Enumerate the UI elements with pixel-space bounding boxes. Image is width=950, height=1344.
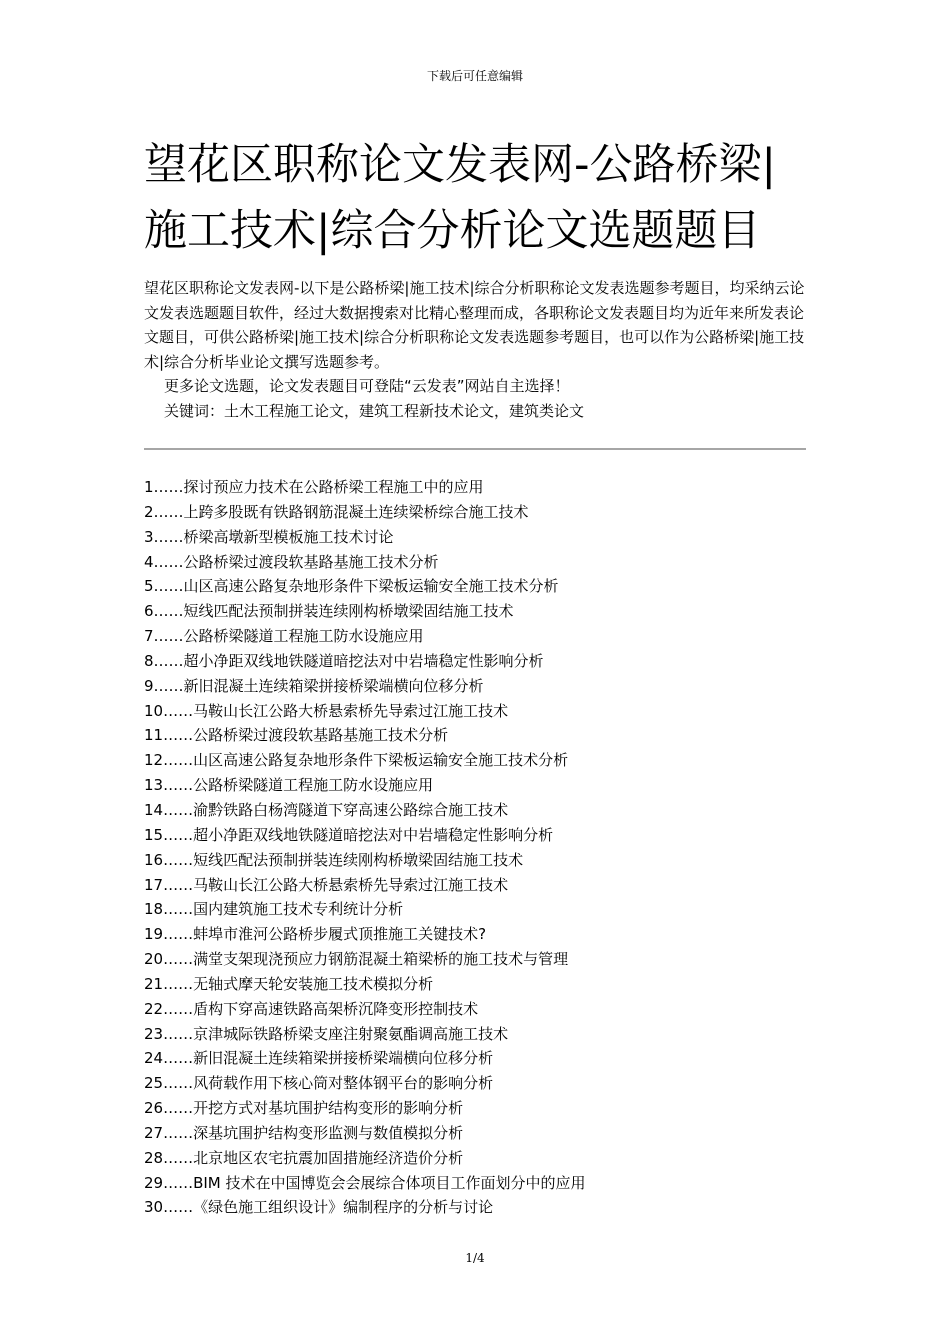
keywords-line: 关键词：土木工程施工论文，建筑工程新技术论文，建筑类论文 xyxy=(164,401,585,420)
header-note: 下载后可任意编辑 xyxy=(426,69,523,83)
topic-list-item: 15……超小净距双线地铁隧道暗挖法对中岩墙稳定性影响分析 xyxy=(144,825,554,844)
topic-list-item: 30……《绿色施工组织设计》编制程序的分析与讨论 xyxy=(144,1198,494,1217)
topic-list-item: 10……马鞍山长江公路大桥悬索桥先导索过江施工技术 xyxy=(144,701,509,720)
topic-list-item: 22……盾构下穿高速铁路高架桥沉降变形控制技术 xyxy=(144,999,479,1018)
topic-list-item: 21……无轴式摩天轮安装施工技术模拟分析 xyxy=(144,974,434,993)
page-title xyxy=(144,132,834,264)
topic-list-item: 24……新旧混凝土连续箱梁拼接桥梁端横向位移分析 xyxy=(144,1049,494,1068)
topic-list-item: 4……公路桥梁过渡段软基路基施工技术分析 xyxy=(144,552,439,571)
topic-list-item: 25……风荷载作用下核心筒对整体钢平台的影响分析 xyxy=(144,1074,494,1093)
topic-list-item: 2……上跨多股既有铁路钢筋混凝土连续梁桥综合施工技术 xyxy=(144,502,529,521)
topic-list-item: 18……国内建筑施工技术专利统计分析 xyxy=(144,900,404,919)
intro-section xyxy=(144,276,809,423)
topic-list-item: 12……山区高速公路复杂地形条件下梁板运输安全施工技术分析 xyxy=(144,751,569,770)
topic-list-item: 9……新旧混凝土连续箱梁拼接桥梁端横向位移分析 xyxy=(144,676,484,695)
topic-list-item: 26……开挖方式对基坑围护结构变形的影响分析 xyxy=(144,1099,464,1118)
topic-list-item: 6……短线匹配法预制拼装连续刚构桥墩梁固结施工技术 xyxy=(144,602,514,621)
topic-list-item: 7……公路桥梁隧道工程施工防水设施应用 xyxy=(144,627,424,646)
topic-list-item: 11……公路桥梁过渡段软基路基施工技术分析 xyxy=(144,726,449,745)
topic-list-item: 19……蚌埠市淮河公路桥步履式顶推施工关键技术? xyxy=(144,925,487,944)
topic-list-item: 17……马鞍山长江公路大桥悬索桥先导索过江施工技术 xyxy=(144,875,509,894)
topic-list-item: 3……桥梁高墩新型模板施工技术讨论 xyxy=(144,527,394,546)
page-number: 1/4 xyxy=(465,1251,485,1265)
section-divider xyxy=(144,448,806,450)
page-title-line-2: 施工技术|综合分析论文选题题目 xyxy=(144,206,761,256)
topic-list xyxy=(144,475,806,1220)
topic-list-item: 5……山区高速公路复杂地形条件下梁板运输安全施工技术分析 xyxy=(144,577,559,596)
intro-paragraph: 望花区职称论文发表网-以下是公路桥梁|施工技术|综合分析职称论文发表选题参考题目，均采纳云论文发表选题题目软件，经过大数据搜索对比精心整理而成，各职称论文发表题目均为近年来所发表论文题目，可供公路桥梁|施工技术|综合分析职称论文发表选题参考题目，也可以作为公路桥梁|施工技术|综合分析毕业论文撰写选题参考。 xyxy=(144,279,805,371)
topic-list-item: 1……探讨预应力技术在公路桥梁工程施工中的应用 xyxy=(144,478,484,496)
topic-list-item: 29……BIM 技术在中国博览会会展综合体项目工作面划分中的应用 xyxy=(144,1173,586,1192)
topic-list-item: 27……深基坑围护结构变形监测与数值模拟分析 xyxy=(144,1123,464,1142)
topic-list-item: 20……满堂支架现浇预应力钢筋混凝土箱梁桥的施工技术与管理 xyxy=(144,950,569,969)
topic-list-item: 28……北京地区农宅抗震加固措施经济造价分析 xyxy=(144,1148,464,1167)
topic-list-item: 13……公路桥梁隧道工程施工防水设施应用 xyxy=(144,776,434,795)
topic-list-item: 16……短线匹配法预制拼装连续刚构桥墩梁固结施工技术 xyxy=(144,850,524,869)
topic-list-item: 8……超小净距双线地铁隧道暗挖法对中岩墙稳定性影响分析 xyxy=(144,651,544,670)
topic-list-item: 14……渝黔铁路白杨湾隧道下穿高速公路综合施工技术 xyxy=(144,800,509,819)
more-topics-note: 更多论文选题，论文发表题目可登陆“云发表”网站自主选择！ xyxy=(164,377,570,395)
topic-list-item: 23……京津城际铁路桥梁支座注射聚氨酯调高施工技术 xyxy=(144,1024,509,1043)
page-title-line-1: 望花区职称论文发表网-公路桥梁| xyxy=(144,140,777,190)
